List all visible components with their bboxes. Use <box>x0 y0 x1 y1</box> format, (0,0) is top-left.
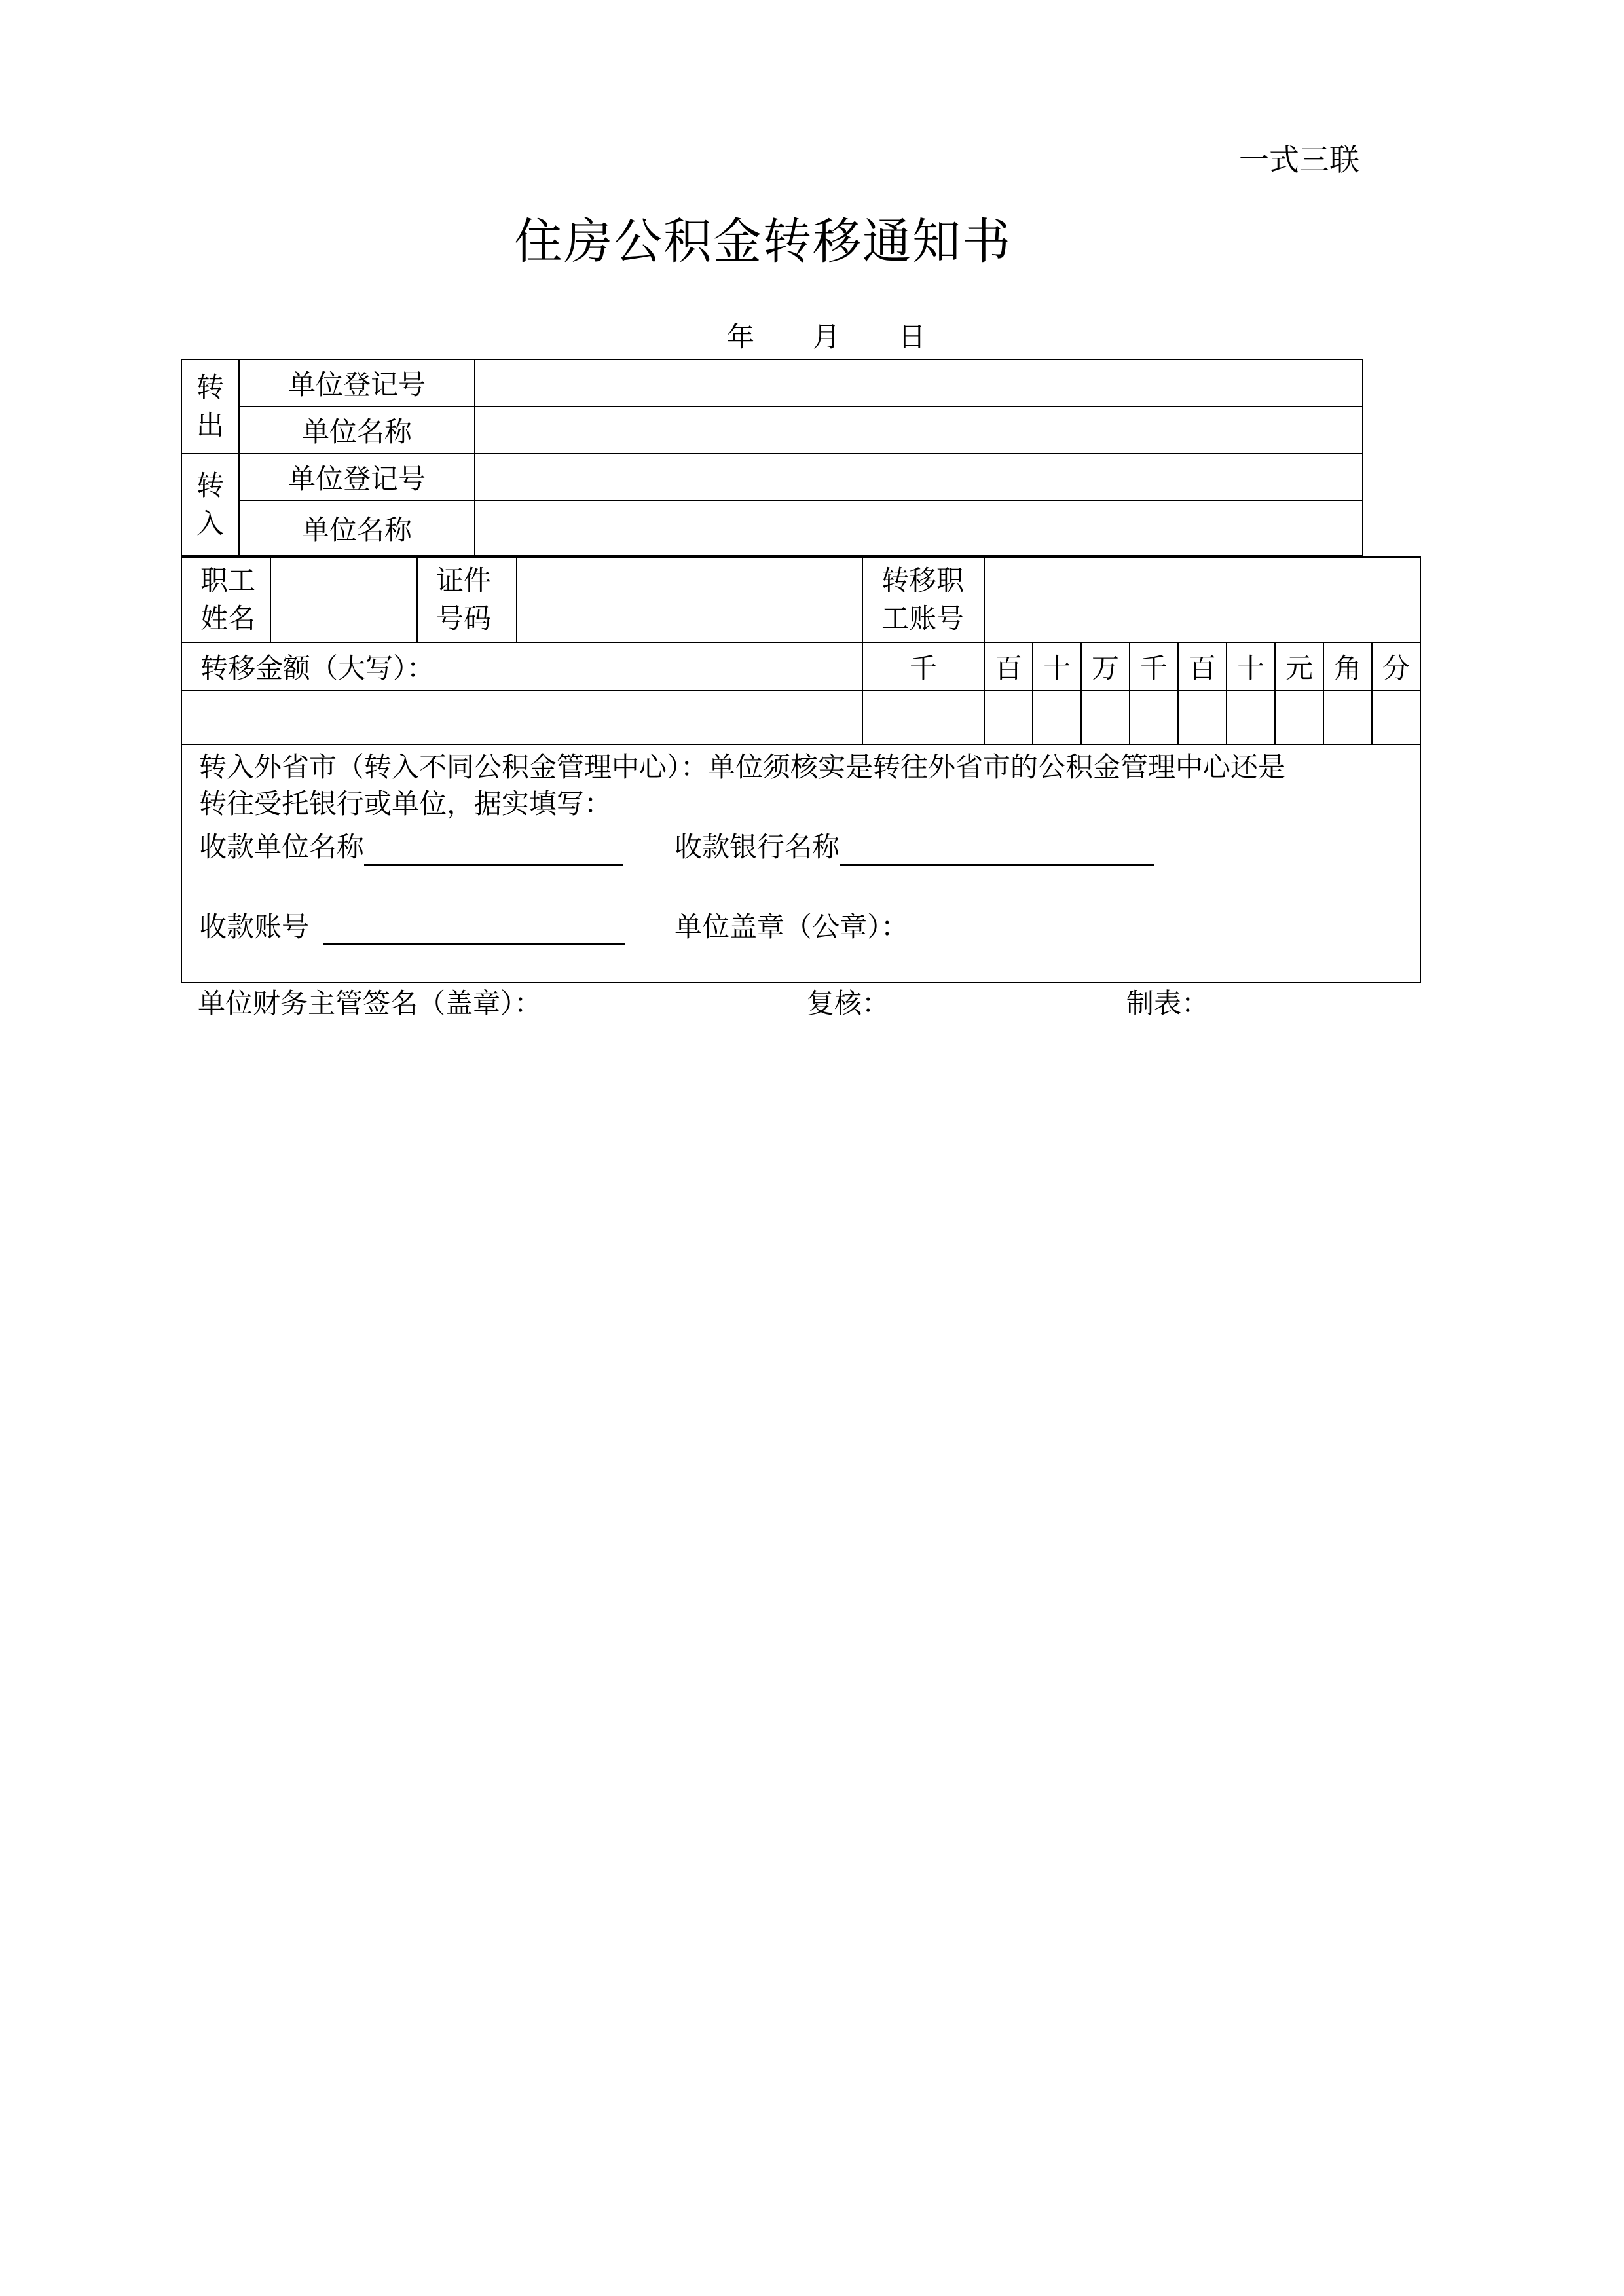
employee-amount-table <box>181 556 1421 983</box>
digit-field[interactable] <box>1227 691 1275 744</box>
digit-header: 分 <box>1372 642 1420 691</box>
digit-header: 角 <box>1323 642 1372 691</box>
in-reg-no-label: 单位登记号 <box>239 454 475 501</box>
note-line-2: 转往受托银行或单位，据实填写： <box>199 788 612 820</box>
in-reg-no-field[interactable] <box>475 454 1363 501</box>
payee-name-line[interactable] <box>364 837 623 866</box>
digit-header: 百 <box>984 642 1033 691</box>
unit-seal-label: 单位盖章（公章）： <box>674 911 909 943</box>
digit-field[interactable] <box>1275 691 1323 744</box>
transfer-in-label: 转入 <box>181 454 239 556</box>
digit-field[interactable] <box>1178 691 1227 744</box>
transfer-form-table <box>181 359 1363 556</box>
digit-field[interactable] <box>1323 691 1372 744</box>
employee-name-field[interactable] <box>270 557 417 642</box>
in-unit-name-field[interactable] <box>475 501 1363 556</box>
payee-bank-line[interactable] <box>840 837 1154 866</box>
payee-name-row <box>199 829 623 866</box>
digit-field[interactable] <box>862 691 984 744</box>
digit-field[interactable] <box>1033 691 1081 744</box>
payee-name-label: 收款单位名称 <box>199 831 365 863</box>
amount-words-field[interactable] <box>181 691 862 744</box>
note-line-1: 转入外省市（转入不同公积金管理中心）：单位须核实是转往外省市的公积金管理中心还是 <box>199 751 1286 783</box>
review-label: 复核： <box>807 987 890 1019</box>
digit-field[interactable] <box>1372 691 1420 744</box>
transfer-out-label: 转出 <box>181 359 239 454</box>
id-number-field[interactable] <box>517 557 862 642</box>
out-unit-name-label: 单位名称 <box>239 407 475 454</box>
page-title: 住房公积金转移通知书 <box>514 213 1012 270</box>
digit-header: 十 <box>1227 642 1275 691</box>
digit-header: 千 <box>1130 642 1178 691</box>
payee-account-line[interactable] <box>323 917 625 945</box>
digit-header: 千 <box>862 642 984 691</box>
payee-bank-label: 收款银行名称 <box>674 831 840 863</box>
payee-account-row <box>199 909 625 945</box>
in-unit-name-label: 单位名称 <box>239 501 475 556</box>
payee-bank-row <box>674 829 1154 866</box>
transfer-notes-cell <box>181 744 1420 983</box>
digit-header: 元 <box>1275 642 1323 691</box>
digit-field[interactable] <box>984 691 1033 744</box>
date-line <box>727 316 925 355</box>
supervisor-signature-label: 单位财务主管签名（盖章）： <box>198 987 542 1019</box>
unit-seal-row <box>674 909 908 945</box>
amount-words-label: 转移金额（大写）： <box>181 642 862 691</box>
copies-note: 一式三联 <box>1239 142 1359 177</box>
date-day: 日 <box>898 321 926 353</box>
employee-name-label: 职工姓名 <box>181 557 270 642</box>
out-unit-name-field[interactable] <box>475 407 1363 454</box>
date-month: 月 <box>812 321 840 353</box>
employee-account-label: 转移职工账号 <box>862 557 984 642</box>
digit-field[interactable] <box>1081 691 1130 744</box>
digit-field[interactable] <box>1130 691 1178 744</box>
digit-header: 百 <box>1178 642 1227 691</box>
digit-header: 十 <box>1033 642 1081 691</box>
date-year: 年 <box>727 321 755 353</box>
digit-header: 万 <box>1081 642 1130 691</box>
prepared-by-label: 制表： <box>1126 987 1209 1019</box>
payee-account-label: 收款账号 <box>199 911 310 943</box>
out-reg-no-label: 单位登记号 <box>239 359 475 407</box>
id-number-label: 证件号码 <box>417 557 517 642</box>
employee-account-field[interactable] <box>984 557 1420 642</box>
out-reg-no-field[interactable] <box>475 359 1363 407</box>
